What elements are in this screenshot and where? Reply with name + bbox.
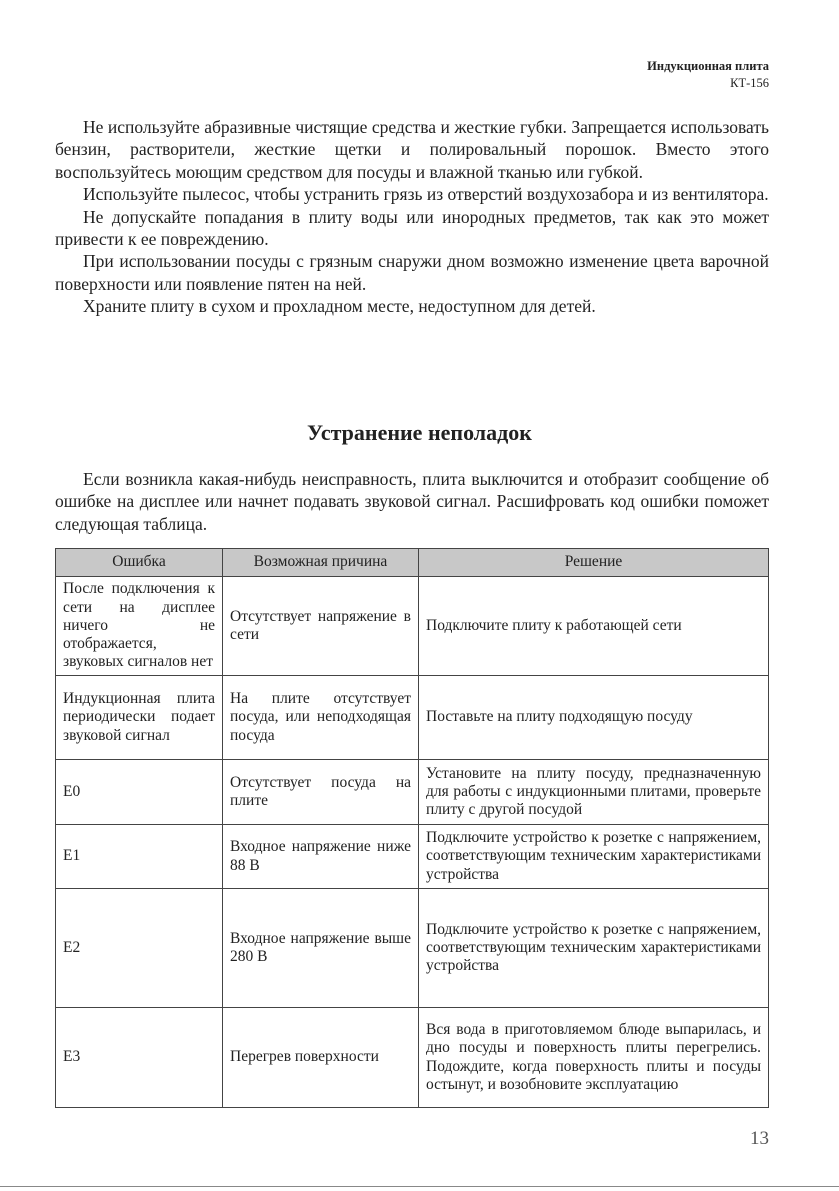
table-row [56,577,769,676]
solution-cell: Подключите устройство к розетке с напряжением, соответствующим техническим характеристиками устройства [419,889,769,1008]
table-row [56,1008,769,1108]
solution-cell: Вся вода в приготовляемом блюде выпарилась, и дно посуды и поверхность плиты перегрелись. Подождите, когда поверхность плиты и посуды остынут, и возобновите эксплуатацию [419,1008,769,1108]
solution-cell: Установите на плиту посуду, предназначенную для работы с индукционными плитами, проверьте плиту с другой посудой [419,760,769,825]
cause-cell: Отсутствует напряжение в сети [223,577,419,676]
cause-cell: Отсутствует посуда на плите [223,760,419,825]
column-header-error: Ошибка [56,549,223,577]
error-cell: E3 [56,1008,223,1108]
table-row [56,676,769,760]
solution-cell: Подключите устройство к розетке с напряжением, соответствующим техническим характеристиками устройства [419,825,769,889]
error-cell: E1 [56,825,223,889]
column-header-cause: Возможная причина [223,549,419,577]
error-cell: После подключения к сети на дисплее ничего не отображается, звуковых сигналов нет [56,577,223,676]
intro-paragraph: Если возникла какая-нибудь неисправность, плита выключится и отобразит сообщение об ошибке на дисплее или начнет подавать звуковой сигнал. Расшифровать код ошибки поможет следующая таблица. [55,469,769,534]
care-paragraph: Не допускайте попадания в плиту воды или инородных предметов, так как это может привести к ее повреждению. [55,206,769,250]
page-number: 13 [750,1128,769,1149]
cause-cell: На плите отсутствует посуда, или неподходящая посуда [223,676,419,760]
table-row [56,889,769,1008]
solution-cell: Подключите плиту к работающей сети [419,577,769,676]
error-table [55,548,769,1108]
table-header-row [56,549,769,577]
care-instructions [55,116,769,318]
cause-cell: Входное напряжение ниже 88 В [223,825,419,889]
page-bottom-divider [0,1186,839,1187]
cause-cell: Входное напряжение выше 280 В [223,889,419,1008]
section-title: Устранение неполадок [307,420,532,445]
care-paragraph: При использовании посуды с грязным снаружи дном возможно изменение цвета варочной поверхности или появление пятен на ней. [55,251,769,294]
care-paragraph: Не используйте абразивные чистящие средства и жесткие губки. Запрещается использовать бензин, растворители, жесткие щетки и полировальный порошок. Вместо этого воспользуйтесь моющим средством для посуды и влажной тканью или губкой. [55,117,769,182]
error-cell: Индукционная плита периодически подает звуковой сигнал [56,676,223,760]
header-product-name: Индукционная плита [647,59,769,73]
error-cell: E2 [56,889,223,1008]
error-cell: E0 [56,760,223,825]
running-header [647,58,769,92]
care-paragraph: Храните плиту в сухом и прохладном месте, недоступном для детей. [83,296,596,317]
table-row [56,760,769,825]
troubleshooting-intro [55,468,769,535]
solution-cell: Поставьте на плиту подходящую посуду [419,676,769,760]
cause-cell: Перегрев поверхности [223,1008,419,1108]
table-row [56,825,769,889]
column-header-solution: Решение [419,549,769,577]
care-paragraph: Используйте пылесос, чтобы устранить грязь из отверстий воздухозабора и из вентилятора. [83,184,769,205]
header-model: КТ-156 [730,76,769,90]
